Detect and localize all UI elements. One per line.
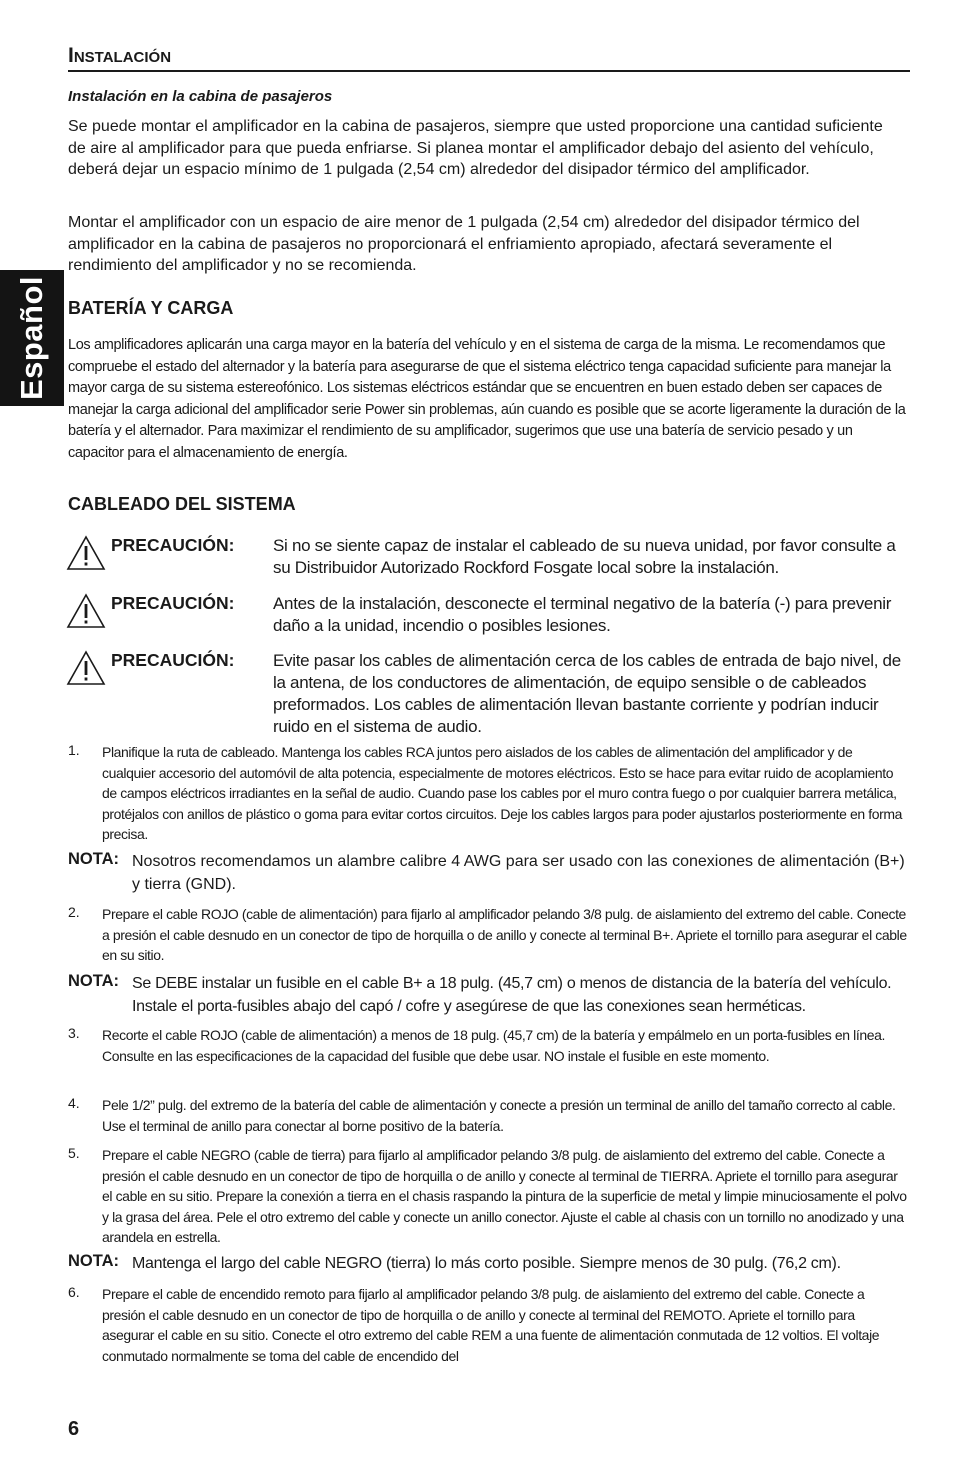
note-label: NOTA: <box>68 972 120 990</box>
warning-triangle-icon <box>66 650 106 686</box>
caution-label: PRECAUCIÓN: <box>111 593 235 613</box>
section-title: Instalación <box>68 44 910 72</box>
step-number: 1. <box>68 742 80 758</box>
install-paragraph-2: Montar el amplificador con un espacio de aire menor de 1 pulgada (2,54 cm) alrededor del disipador térmico del amplificador en la cabina de pasajeros no proporcionará el enfriamiento apropiado, afectará severamente el rendimiento del amplificador y no se recomienda. <box>68 214 860 274</box>
step-number: 5. <box>68 1145 80 1161</box>
note-text: Mantenga el largo del cable NEGRO (tierra) lo más corto posible. Siempre menos de 30 pulg. (76,2 cm). <box>132 1255 841 1272</box>
caution-text: Evite pasar los cables de alimentación cerca de los cables de entrada de bajo nivel, de la antena, de los conductores de alimentación, de equipo sensible o de cableados preformados. Los cables de alimentación llevan bastante corriente y podrían inducir ruido en el sistema de audio. <box>273 651 901 736</box>
subsection-title: Instalación en la cabina de pasajeros <box>68 88 333 105</box>
step-text: Planifique la ruta de cableado. Mantenga los cables RCA juntos pero aislados de los cables de alimentación del amplificador y de cualquier accesorio del automóvil de alta potencia, especialmente de motores eléctricos. Esto se hace para evitar ruido de acoplamiento de campos eléctricos irradiantes en la señal de audio. Cuando pase los cables por el muro contra fuego o por cualquier barrera metálica, protéjalos con anillos de plástico o goma para evitar cortos circuitos. Deje los cables largos para poder ajustarlos posteriormente en forma precisa. <box>102 744 902 842</box>
language-side-tab <box>0 270 64 406</box>
warning-triangle-icon <box>66 593 106 629</box>
note-label: NOTA: <box>68 850 120 868</box>
note-text: Se DEBE instalar un fusible en el cable B+ a 18 pulg. (45,7 cm) o menos de distancia de la batería del vehículo. Instale el porta-fusibles abajo del capó / cofre y asegúrese de que las conexiones sean herméticas. <box>132 975 892 1015</box>
caution-label: PRECAUCIÓN: <box>111 535 235 555</box>
page-number: 6 <box>68 1418 80 1440</box>
step-number: 2. <box>68 904 80 920</box>
wiring-heading: CABLEADO DEL SISTEMA <box>68 494 296 514</box>
step-text: Pele 1/2” pulg. del extremo de la batería del cable de alimentación y conecte a presión un terminal de anillo del tamaño correcto al cable. Use el terminal de anillo para conectar al borne positivo de la batería. <box>102 1097 896 1134</box>
step-text: Prepare el cable NEGRO (cable de tierra) para fijarlo al amplificador pelando 3/8 pulg. de aislamiento del extremo del cable. Conecte a presión el cable desnudo en un conector de tipo de horquilla o de anillo y conecte al terminal de TIERRA. Apriete el tornillo para asegurar el cable en su sitio. Prepare la conexión a tierra en el chasis raspando la pintura de la superficie de metal y limpie minuciosamente el polvo y la grasa del área. Pele el otro extremo del cable y conecte un anillo conector. Ajuste el cable al chasis con un tornillo no anodizado y una arandela en estrella. <box>102 1147 907 1245</box>
language-side-tab-label: Español <box>14 275 49 401</box>
note-label: NOTA: <box>68 1252 120 1270</box>
step-number: 4. <box>68 1095 80 1111</box>
step-text: Recorte el cable ROJO (cable de alimentación) a menos de 18 pulg. (45,7 cm) de la batería y empálmelo en un porta-fusibles en línea. Consulte en las especificaciones de la capacidad del fusible que debe usar. NO instale el fusible en este momento. <box>102 1027 885 1064</box>
warning-triangle-icon <box>66 535 106 571</box>
step-text: Prepare el cable ROJO (cable de alimentación) para fijarlo al amplificador pelando 3/8 pulg. de aislamiento del extremo del cable. Conecte a presión el cable desnudo en un conector de tipo de horquilla o de anillo y conecte al terminal B+. Apriete el tornillo para asegurar el cable en su sitio. <box>102 906 907 963</box>
battery-paragraph: Los amplificadores aplicarán una carga mayor en la batería del vehículo y en el sistema de carga de la misma. Le recomendamos que compruebe el estado del alternador y la batería para asegurarse de que el sistema eléctrico tenga capacidad suficiente para manejar la mayor carga de su sistema estereofónico. Los sistemas eléctricos estándar que se encuentren en buen estado deben ser capaces de manejar la carga adicional del amplificador serie Power sin problemas, aún cuando es posible que se acorte ligeramente la duración de la batería y el alternador. Para maximizar el rendimiento de su amplificador, sugerimos que use una batería de servicio pesado y un capacitor para el almacenamiento de energía. <box>68 337 906 461</box>
caution-block-1 <box>68 535 910 575</box>
caution-block-3 <box>68 650 910 736</box>
caution-text: Si no se siente capaz de instalar el cableado de su nueva unidad, por favor consulte a su Distribuidor Autorizado Rockford Fosgate local sobre la instalación. <box>273 536 896 577</box>
step-number: 3. <box>68 1025 80 1041</box>
caution-block-2 <box>68 593 910 633</box>
step-text: Prepare el cable de encendido remoto para fijarlo al amplificador pelando 3/8 pulg. de aislamiento del extremo del cable. Conecte a presión el cable desnudo en un conector de tipo de horquilla o de anillo y conecte al terminal del REMOTO. Apriete el tornillo para asegurar el cable en su sitio. Conecte el otro extremo del cable REM a una fuente de alimentación conmutada de 12 voltios. El voltaje conmutado normalmente se toma del cable de encendido del <box>102 1286 880 1364</box>
battery-heading: BATERÍA Y CARGA <box>68 298 234 318</box>
install-paragraph-1: Se puede montar el amplificador en la cabina de pasajeros, siempre que usted proporcione una cantidad suficiente de aire al amplificador para que pueda enfriarse. Si planea montar el amplificador debajo del asiento del vehículo, deberá dejar un espacio mínimo de 1 pulgada (2,54 cm) alrededor del disipador térmico del amplificador. <box>68 118 883 178</box>
caution-text: Antes de la instalación, desconecte el terminal negativo de la batería (-) para prevenir daño a la unidad, incendio o posibles lesiones. <box>273 594 892 635</box>
caution-label: PRECAUCIÓN: <box>111 650 235 670</box>
step-number: 6. <box>68 1284 80 1300</box>
note-text: Nosotros recomendamos un alambre calibre 4 AWG para ser usado con las conexiones de alimentación (B+) y tierra (GND). <box>132 853 905 893</box>
